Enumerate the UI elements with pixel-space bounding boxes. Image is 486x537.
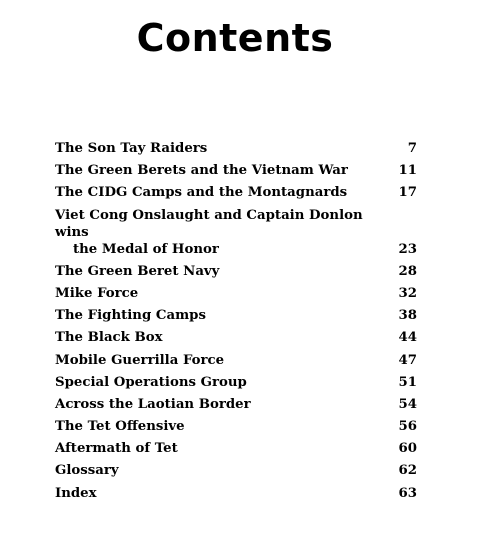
- toc-entry[interactable]: [55, 418, 417, 435]
- toc-entry-page: 28: [398, 263, 417, 279]
- toc-entry-page: 51: [398, 374, 417, 390]
- toc-entry-title: The Green Berets and the Vietnam War: [55, 163, 348, 179]
- toc-entry[interactable]: [55, 440, 417, 457]
- toc-entry[interactable]: [55, 329, 417, 346]
- toc-entry[interactable]: [55, 285, 417, 302]
- toc-entry-page: 38: [398, 308, 417, 324]
- toc-entry[interactable]: [55, 352, 417, 369]
- toc-entry[interactable]: [55, 207, 417, 258]
- page-title: Contents: [136, 16, 334, 60]
- toc-entry[interactable]: [55, 462, 417, 479]
- toc-entry-title-block: [55, 207, 385, 258]
- toc-entry-page: 47: [398, 352, 417, 368]
- toc-entry-page: 44: [398, 330, 417, 346]
- toc-entry-title: Mike Force: [55, 285, 139, 301]
- toc-entry-title: The CIDG Camps and the Montagnards: [55, 185, 348, 201]
- toc-entry-title: Across the Laotian Border: [55, 396, 251, 412]
- toc-entry[interactable]: [55, 263, 417, 280]
- toc-entry[interactable]: [55, 485, 417, 502]
- toc-entry-page: 32: [398, 285, 417, 301]
- toc-entry-title: The Tet Offensive: [55, 419, 185, 435]
- toc-entry-title: Index: [55, 485, 97, 501]
- toc-entry-page: 62: [398, 463, 417, 479]
- toc-entry-page: 7: [407, 141, 417, 156]
- toc-entry-title: Aftermath of Tet: [55, 441, 178, 457]
- toc-entry-page: 56: [398, 419, 417, 435]
- toc-entry-page: 60: [398, 441, 417, 457]
- toc-entry[interactable]: [55, 374, 417, 391]
- toc-entry[interactable]: [55, 396, 417, 413]
- toc-entry-title: The Green Beret Navy: [55, 263, 220, 279]
- toc-entry-page: 11: [398, 163, 417, 179]
- toc-entry-page: 17: [398, 185, 417, 201]
- toc-entry-title: Viet Cong Onslaught and Captain Donlon wins: [55, 207, 363, 240]
- toc-entry[interactable]: [55, 307, 417, 324]
- toc-entry-page: 63: [398, 485, 417, 501]
- toc-entry-page: 54: [398, 396, 417, 412]
- toc-entry-title: The Black Box: [55, 330, 163, 346]
- toc-entry[interactable]: [55, 140, 417, 157]
- toc-entry[interactable]: [55, 184, 417, 201]
- toc-entry-title-continuation: the Medal of Honor: [73, 241, 219, 257]
- toc-entry[interactable]: [55, 162, 417, 179]
- toc-entry-title: Special Operations Group: [55, 374, 247, 390]
- table-of-contents: [55, 140, 417, 507]
- toc-entry-title: The Fighting Camps: [55, 308, 206, 324]
- toc-entry-title: The Son Tay Raiders: [55, 141, 208, 156]
- toc-entry-title: Mobile Guerrilla Force: [55, 352, 225, 368]
- toc-entry-title: Glossary: [55, 463, 119, 479]
- toc-entry-page: 23: [398, 241, 417, 257]
